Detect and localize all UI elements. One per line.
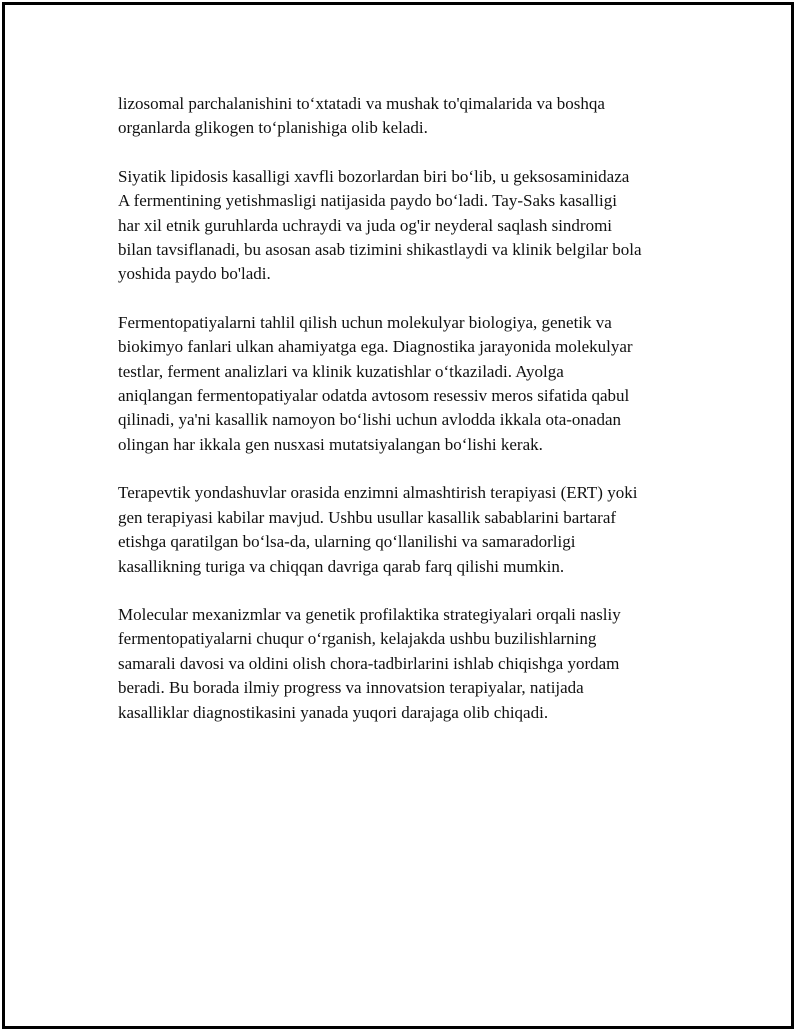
text-line: qilinadi, ya'ni kasallik namoyon bo‘lishi uchun avlodda ikkala ota-onadan [118, 410, 622, 430]
text-line: bilan tavsiflanadi, bu asosan asab tizimini shikastlaydi va klinik belgilar bola [118, 240, 642, 260]
paragraph-4 [118, 481, 698, 579]
paragraph-2 [118, 165, 698, 287]
text-line: testlar, ferment analizlari va klinik kuzatishlar o‘tkaziladi. Ayolga [118, 361, 564, 381]
text-line: biokimyo fanlari ulkan ahamiyatga ega. Diagnostika jarayonida molekulyar [118, 337, 633, 357]
text-line: har xil etnik guruhlarda uchraydi va juda og'ir neyderal saqlash sindromi [118, 215, 613, 235]
text-line: yoshida paydo bo'ladi. [118, 264, 271, 284]
text-line: kasalliklar diagnostikasini yanada yuqori darajaga olib chiqadi. [118, 702, 549, 722]
text-line: aniqlangan fermentopatiyalar odatda avtosom resessiv meros sifatida qabul [118, 386, 630, 406]
text-line: lizosomal parchalanishini to‘xtatadi va mushak to'qimalarida va boshqa [118, 94, 605, 113]
text-line: olingan har ikkala gen nusxasi mutatsiyalangan bo‘lishi kerak. [118, 434, 543, 454]
paragraph-1 [118, 92, 698, 141]
text-line: kasallikning turiga va chiqqan davriga qarab farq qilishi mumkin. [118, 556, 565, 576]
text-line: gen terapiyasi kabilar mavjud. Ushbu usullar kasallik sabablarini bartaraf [118, 507, 617, 527]
document-body [118, 92, 698, 749]
text-line: Terapevtik yondashuvlar orasida enzimni almashtirish terapiyasi (ERT) yoki [118, 483, 638, 503]
text-line: A fermentining yetishmasligi natijasida paydo bo‘ladi. Tay-Saks kasalligi [118, 191, 617, 211]
paragraph-3 [118, 311, 698, 457]
text-line: samarali davosi va oldini olish chora-tadbirlarini ishlab chiqishga yordam [118, 653, 620, 673]
text-line: fermentopatiyalarni chuqur o‘rganish, kelajakda ushbu buzilishlarning [118, 629, 597, 649]
paragraph-5 [118, 603, 698, 725]
text-line: Siyatik lipidosis kasalligi xavfli bozorlardan biri bo‘lib, u geksosaminidaza [118, 166, 630, 186]
text-line: Fermentopatiyalarni tahlil qilish uchun molekulyar biologiya, genetik va [118, 312, 612, 332]
text-line: etishga qaratilgan bo‘lsa-da, ularning qo‘llanilishi va samaradorligi [118, 532, 576, 552]
text-line: Molecular mexanizmlar va genetik profilaktika strategiyalari orqali nasliy [118, 604, 621, 624]
text-line: organlarda glikogen to‘planishiga olib keladi. [118, 118, 428, 138]
text-line: beradi. Bu borada ilmiy progress va innovatsion terapiyalar, natijada [118, 678, 584, 698]
